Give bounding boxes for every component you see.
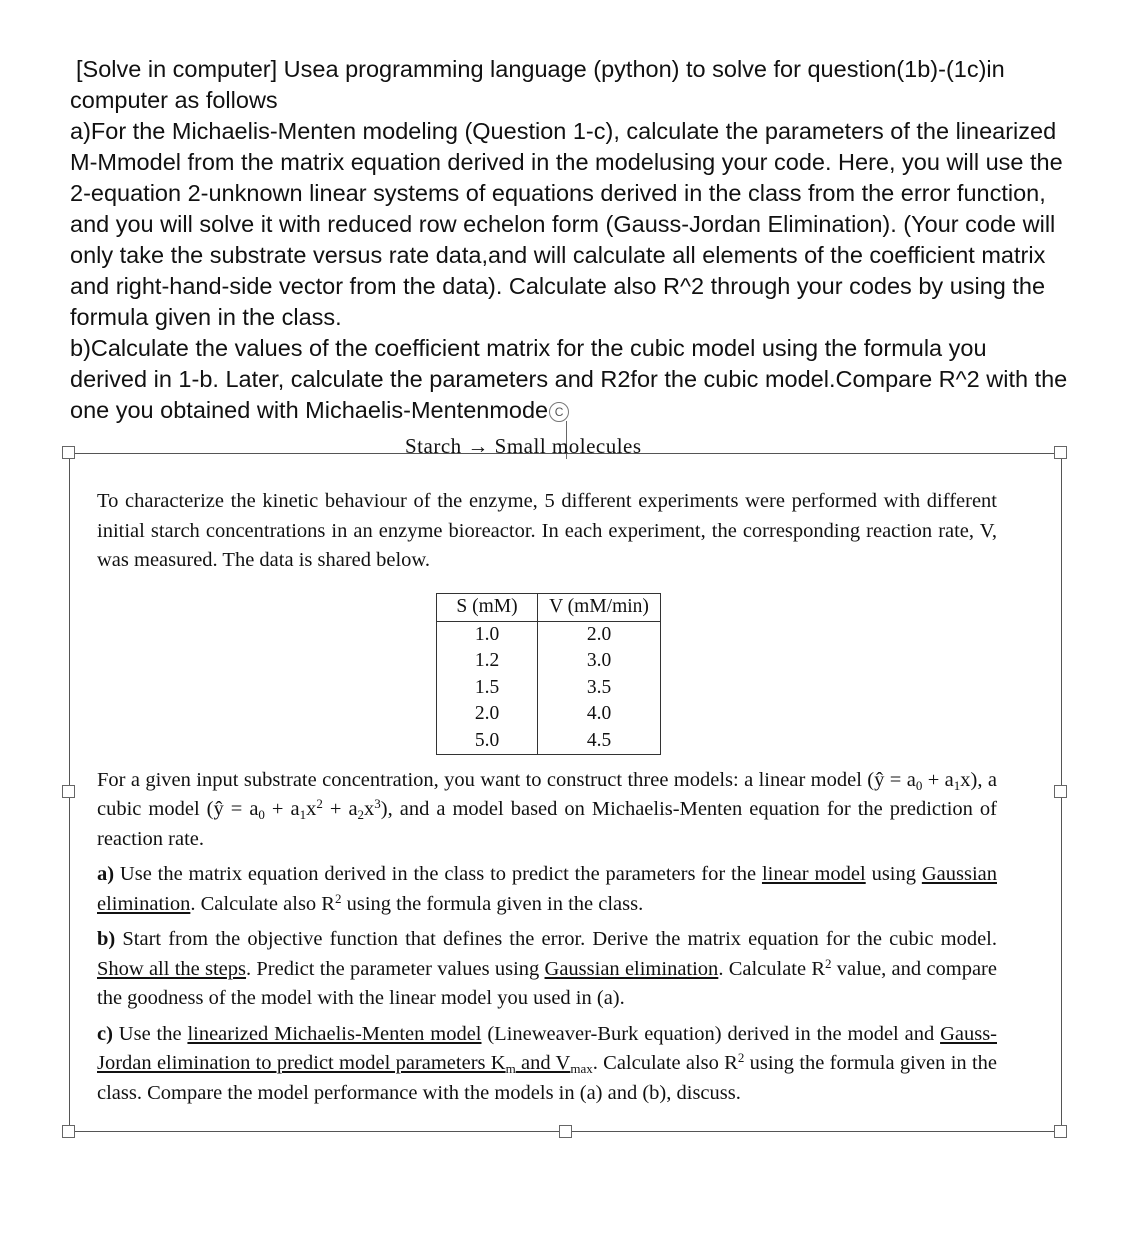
question-c: c) Use the linearized Michaelis-Menten model (Lineweaver-Burk equation) derived in the model and Gauss-Jordan elimination to predict model parameters $K_m$ and $V_{max}$. Calculate also $R^2$ using the formula given in the class. Compare the model performance with the models in (a) and (b), discuss.	[97, 1022, 997, 1104]
instruction-text	[70, 54, 1070, 426]
resize-handle-top-left[interactable]	[62, 446, 75, 459]
instruction-line-2: computer as follows	[70, 87, 278, 113]
table-row	[437, 728, 661, 755]
problem-text	[97, 487, 997, 1108]
table-cell: 2.0	[437, 701, 538, 728]
intro-paragraph: To characterize the kinetic behaviour of the enzyme, 5 different experiments were performed with different initial starch concentrations in an enzyme bioreactor. In each experiment, the corresponding reaction rate, V, was measured. The data is shared below.	[97, 490, 997, 571]
resize-handle-middle-left[interactable]	[62, 785, 75, 798]
copyright-icon[interactable]: C	[549, 402, 569, 422]
models-paragraph: For a given input substrate concentration, you want to construct three models: a linear model (ŷ = $a_0 + a_1x$), a cubic model (ŷ = $a_0 + a_1x^2 + a_2x^3$), and a model based on Michaelis-Menten equation for the prediction of reaction rate.	[97, 768, 997, 850]
instruction-part-a: a)For the Michaelis-Menten modeling (Question 1-c), calculate the parameters of the linearized M-Mmodel from the matrix equation derived in the modelusing your code. Here, you will use the 2-equation 2-unknown linear systems of equations derived in the class from the error function, and you will solve it with reduced row echelon form (Gauss-Jordan Elimination). (Your code will only take the substrate versus rate data,and will calculate all elements of the coefficient matrix and right-hand-side vector from the data). Calculate also R^2 through your codes by using the formula given in the class.	[70, 118, 1063, 330]
resize-handle-middle-right[interactable]	[1054, 785, 1067, 798]
instruction-part-b	[70, 333, 1070, 426]
table-cell: 1.0	[437, 621, 538, 648]
resize-handle-bottom-right[interactable]	[1054, 1125, 1067, 1138]
question-b: b) Start from the objective function that defines the error. Derive the matrix equation for the cubic model. Show all the steps. Predict the parameter values using Gaussian elimination. Calculate $R^2$ value, and compare the goodness of the model with the linear model you used in (a).	[97, 928, 997, 1009]
table-cell: 1.2	[437, 648, 538, 675]
table-cell: 2.0	[538, 621, 661, 648]
table-header-v: V (mM/min)	[538, 594, 661, 622]
table-row	[437, 621, 661, 648]
table-header-row	[437, 594, 661, 622]
table-row	[437, 648, 661, 675]
data-table	[436, 593, 661, 755]
instruction-part-b-text: b)Calculate the values of the coefficient matrix for the cubic model using the formula you derived in 1-b. Later, calculate the parameters and R2for the cubic model.Compare R^2 with the one you obtained with Michaelis-Mentenmode	[70, 335, 1068, 423]
table-cell: 3.5	[538, 675, 661, 702]
table-cell: 5.0	[437, 728, 538, 755]
table-cell: 4.0	[538, 701, 661, 728]
table-cell: 3.0	[538, 648, 661, 675]
table-header-s: S (mM)	[437, 594, 538, 622]
table-cell: 1.5	[437, 675, 538, 702]
table-cell: 4.5	[538, 728, 661, 755]
instruction-line-1: [Solve in computer] Usea programming language (python) to solve for question(1b)-(1c)in	[76, 56, 1005, 82]
question-a: a) Use the matrix equation derived in the class to predict the parameters for the linear model using Gaussian elimination. Calculate also $R^2$ using the formula given in the class.	[97, 863, 997, 915]
resize-handle-bottom-left[interactable]	[62, 1125, 75, 1138]
resize-handle-bottom-middle[interactable]	[559, 1125, 572, 1138]
table-row	[437, 675, 661, 702]
cropped-reaction-line: Starch → Small molecules	[405, 438, 642, 458]
table-row	[437, 701, 661, 728]
resize-handle-top-right[interactable]	[1054, 446, 1067, 459]
